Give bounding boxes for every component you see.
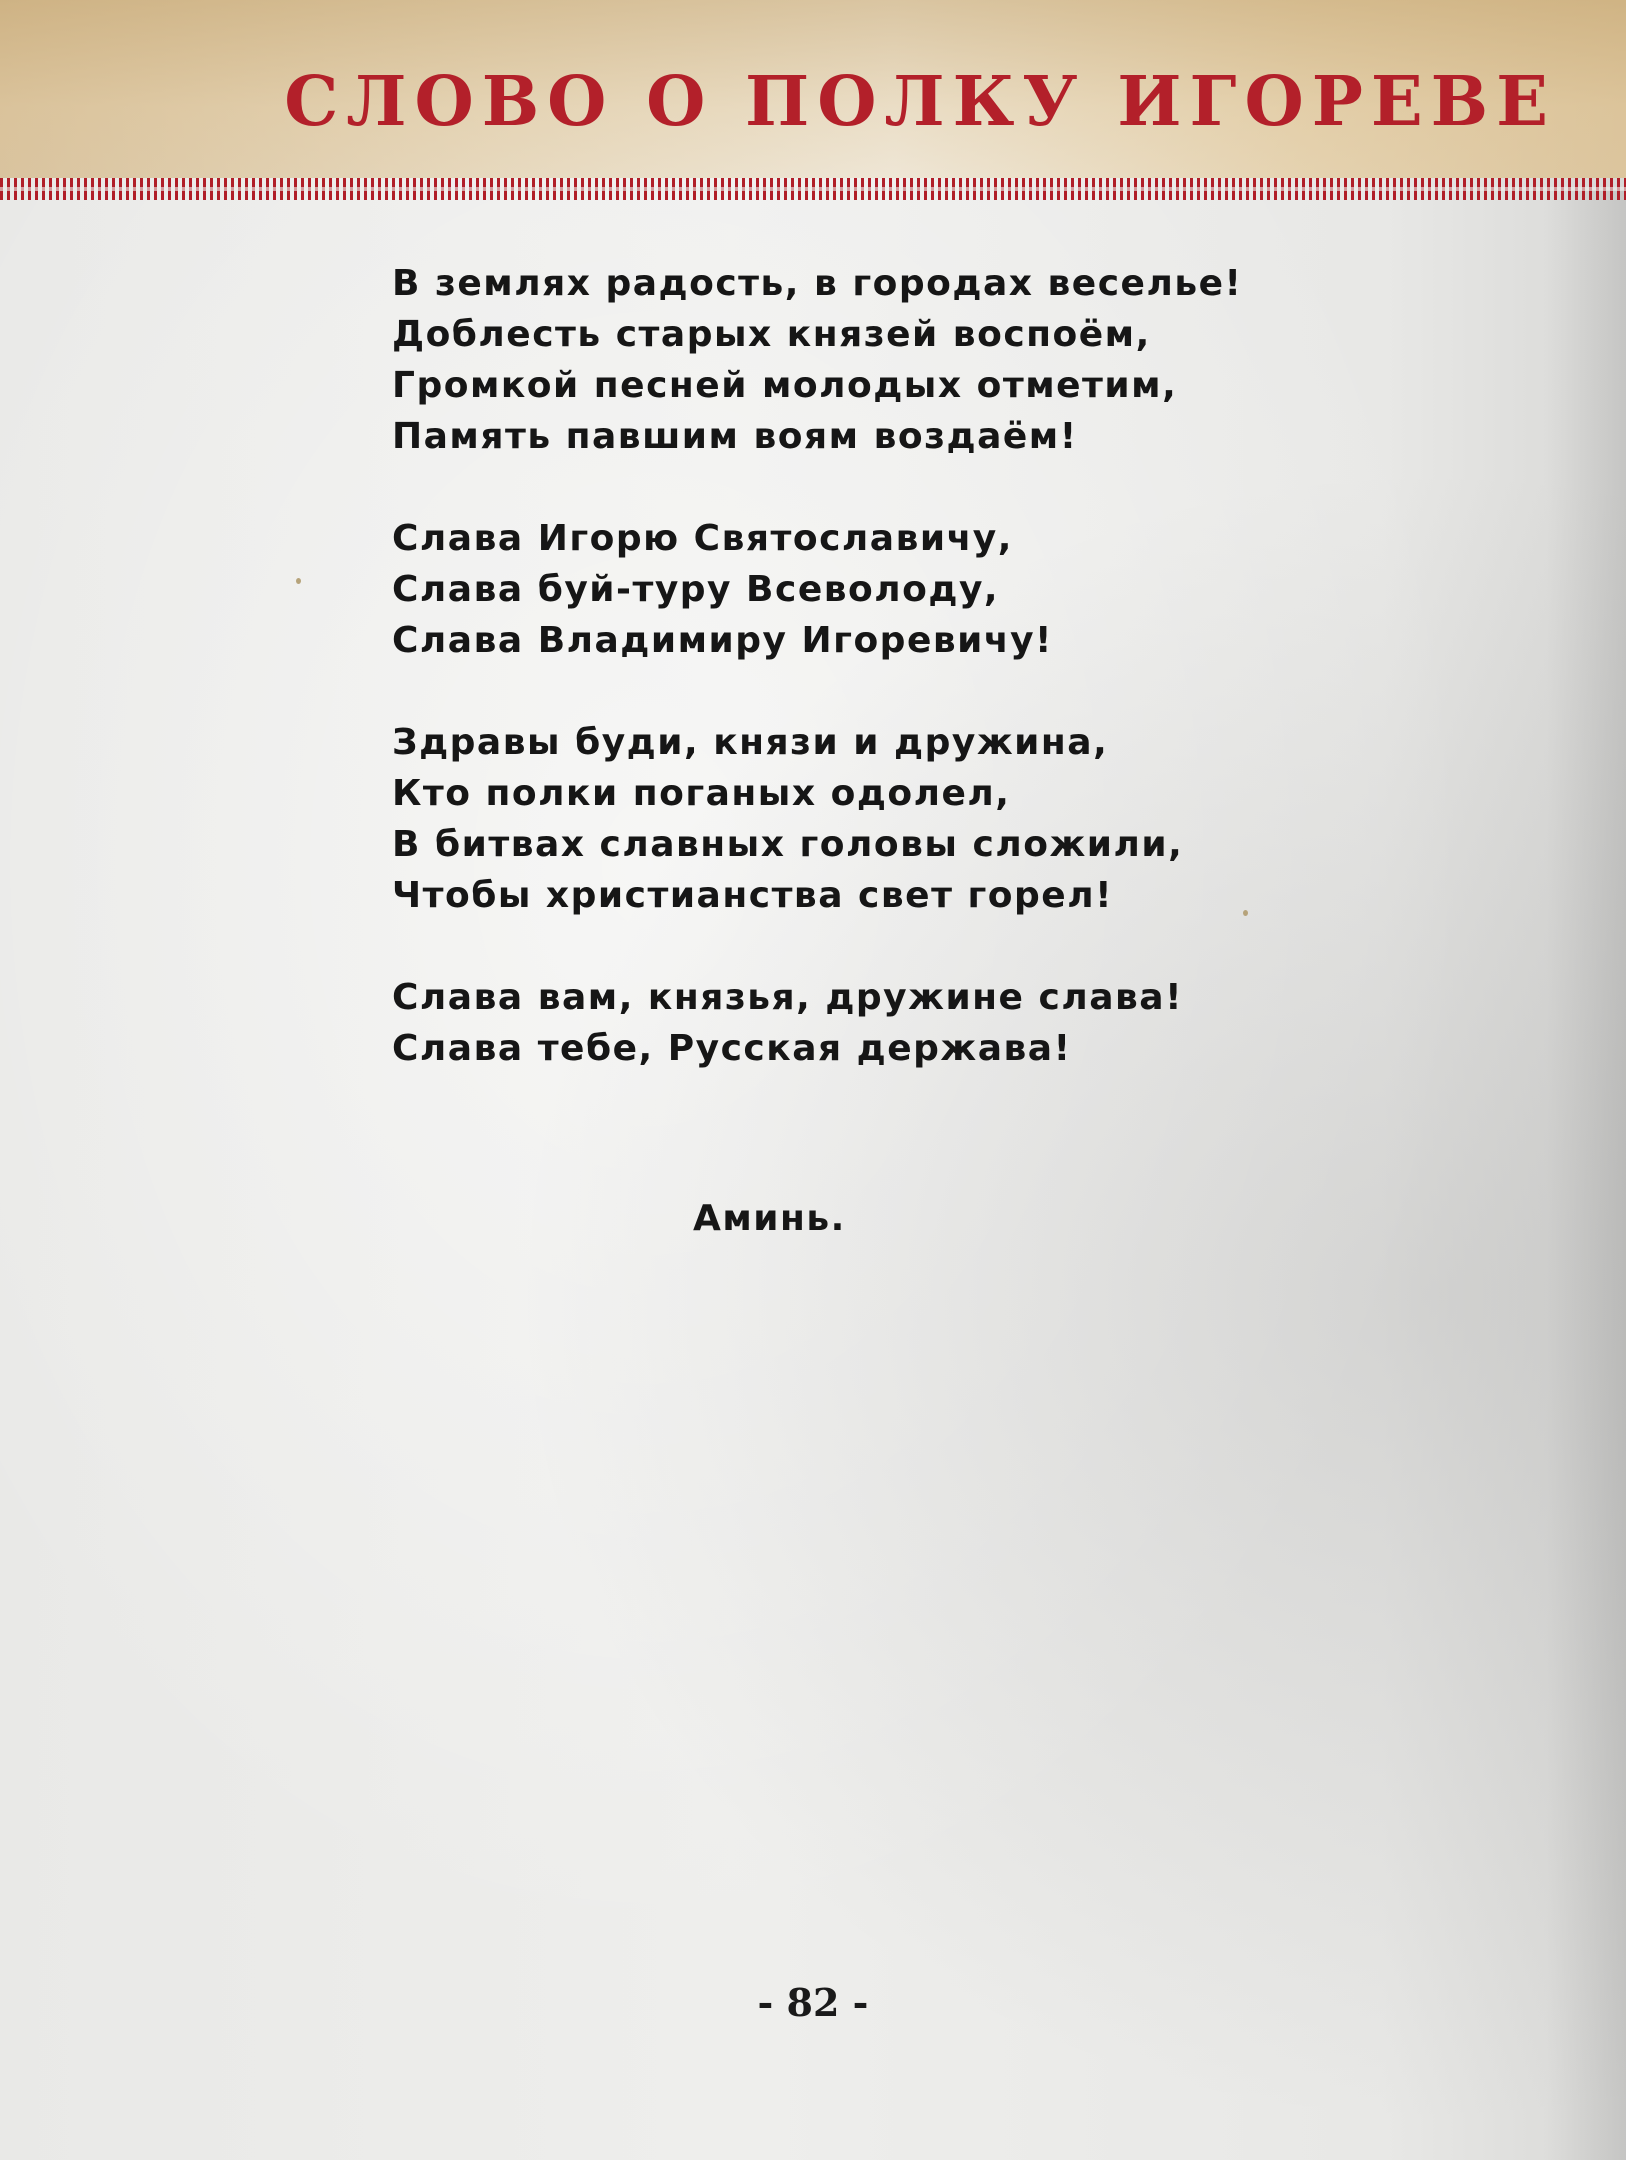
poem-line: В землях радость, в городах веселье!: [392, 263, 1243, 304]
poem-line: Слава буй-туру Всеволоду,: [392, 569, 1000, 610]
closing-word: Аминь.: [693, 1198, 846, 1239]
poem-line: Слава Игорю Святославичу,: [392, 518, 1013, 559]
paper-speck: [1243, 910, 1248, 916]
paper-speck: [296, 578, 301, 584]
poem-line: Чтобы христианства свет горел!: [392, 875, 1113, 916]
page-number: - 82 -: [757, 1980, 869, 2025]
poem-line: Здравы буди, князи и дружина,: [392, 722, 1109, 763]
poem-line: Громкой песней молодых отметим,: [392, 365, 1178, 406]
page-edge-shadow: [1546, 190, 1626, 2160]
poem-line: Слава Владимиру Игоревичу!: [392, 620, 1053, 661]
poem-line: В битвах славных головы сложили,: [392, 824, 1184, 865]
stanza-4: [392, 972, 1352, 1074]
poem-line: Кто полки поганых одолел,: [392, 773, 1011, 814]
poem-line: Слава тебе, Русская держава!: [392, 1028, 1072, 1069]
stanza-3: [392, 717, 1352, 921]
ornamental-border: [0, 178, 1626, 200]
poem-line: Память павшим воям воздаём!: [392, 416, 1078, 457]
header-band: [0, 0, 1626, 178]
stanza-2: [392, 513, 1352, 666]
stanza-1: [392, 258, 1352, 462]
poem-body: [392, 258, 1352, 1125]
poem-line: Доблесть старых князей воспоём,: [392, 314, 1151, 355]
poem-line: Слава вам, князья, дружине слава!: [392, 977, 1183, 1018]
running-title: СЛОВО О ПОЛКУ ИГОРЕВЕ: [284, 62, 1556, 142]
